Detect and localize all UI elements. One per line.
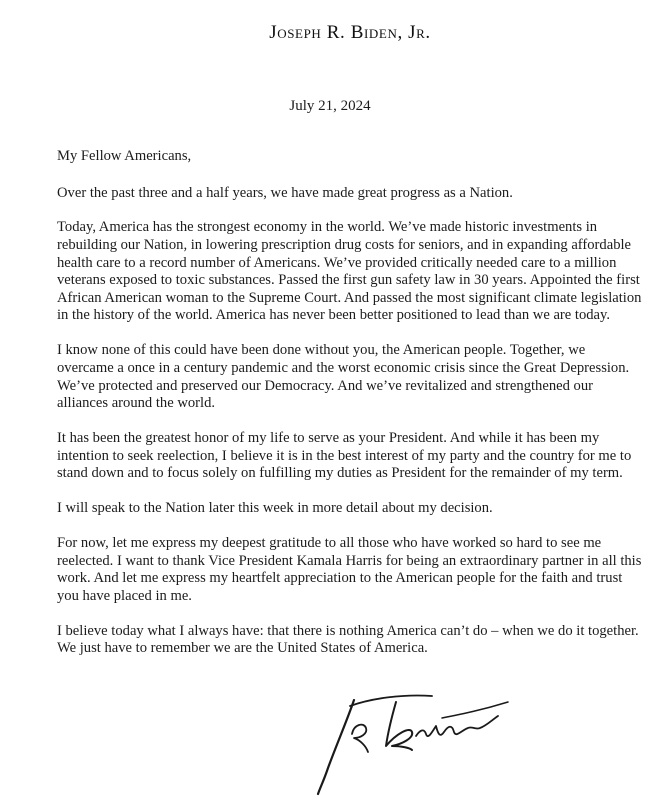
paragraph-4: It has been the greatest honor of my life to serve as your President. And while it has been my intention to seek reelection, I believe it is in the best interest of my party and the country for me to stand down and to focus solely on fulfilling my duties as President for the remainder of my term. xyxy=(57,430,632,482)
paragraph-7: I believe today what I always have: that there is nothing America can’t do – when we do it together. We just have to remember we are the United States of America. xyxy=(57,622,639,657)
signature xyxy=(312,688,532,798)
signature-stroke-iden xyxy=(416,716,498,736)
signature-stroke-r xyxy=(352,725,368,752)
letter-body xyxy=(57,148,642,675)
signature-stroke-b xyxy=(386,702,412,750)
letter-date: July 21, 2024 xyxy=(289,98,371,114)
paragraph-3: I know none of this could have been done without you, the American people. Together, we overcame a once in a century pandemic and the worst economic crisis since the Great Depression. We’ve protected and preserved our Democracy. And we’ve revitalized and strengthened our alliances around the world. xyxy=(57,342,630,412)
paragraph-5: I will speak to the Nation later this week in more detail about my decision. xyxy=(57,500,493,517)
paragraph-6: For now, let me express my deepest gratitude to all those who have worked so hard to see me reelected. I want to thank Vice President Kamala Harris for being an extraordinary partner in all this work. And let me express my heartfelt appreciation to the American people for the faith and trust you have placed in me. xyxy=(57,534,642,604)
paragraph-2: Today, America has the strongest economy in the world. We’ve made historic investments in rebuilding our Nation, in lowering prescription drug costs for seniors, and in expanding affordable health care to a record number of Americans. We’ve provided critically needed care to a million veterans exposed to toxic substances. Passed the first gun safety law in 30 years. Appointed the first African American woman to the Supreme Court. And passed the most significant climate legislation in the history of the world. America has never been better positioned to lead than we are today. xyxy=(57,219,642,324)
signature-stroke-arc xyxy=(350,695,432,706)
paragraph-1: Over the past three and a half years, we have made great progress as a Nation. xyxy=(57,184,513,201)
letterhead: Joseph R. Biden, Jr. xyxy=(269,22,431,43)
salutation: My Fellow Americans, xyxy=(57,148,192,164)
signature-stroke-slash xyxy=(318,700,354,794)
